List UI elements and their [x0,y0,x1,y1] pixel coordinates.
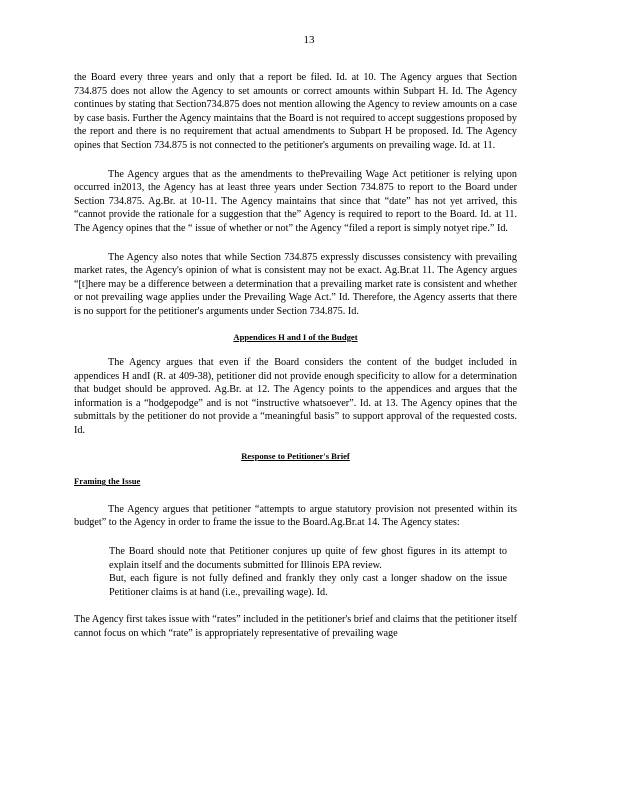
subheading-framing: Framing the Issue [74,476,141,487]
section-heading-response: Response to Petitioner's Brief [241,450,350,461]
document-body [74,71,517,656]
paragraph-rates: The Agency first takes issue with “rates” included in the petitioner's brief and claims that the petitioner itself cannot focus on which “rate” is appropriately representative of prevailing wage [74,614,517,639]
paragraph-amendments: The Agency argues that as the amendments to thePrevailing Wage Act petitioner is relying upon occurred in2013, the Agency has at least three years under Section 734.875 to report to the Board under Section 734.875. Ag.Br. at 10-11. The Agency maintains that since that “date” has not yet arrived, this “cannot provide the rationale for a suggestion that the” Agency is required to report to the Board. Id. at 11. The Agency opines that the “ issue of whether or not” the Agency “filed a report is simply notyet ripe.” Id. [74,168,517,234]
paragraph-continuation: the Board every three years and only that a report be filed. Id. at 10. The Agency argues that Section 734.875 does not allow the Agency to set amounts or correct amounts within Subpart H. Id. The Agency continues by stating that Section734.875 does not mention allowing the Agency to review amounts on a case by case basis. Further the Agency maintains that the Board is not required to accept suggestions proposed by the report and there is no requirement that actual amendments to Subpart H be proposed. Id. The Agency opines that Section 734.875 is not connected to the petitioner's arguments on prevailing wage. Id. at 11. [74,72,517,151]
block-quote [109,545,507,599]
section-heading-appendices: Appendices H and I of the Budget [233,331,358,342]
block-quote-line-a: The Board should note that Petitioner conjures up quite of few ghost figures in its attempt to explain itself and the documents submitted for Illinois EPA review. [109,546,507,571]
paragraph-framing: The Agency argues that petitioner “attempts to argue statutory provision not presented within its budget” to the Agency in order to frame the issue to the Board.Ag.Br.at 14. The Agency states: [74,503,517,529]
paragraph-market-rates: The Agency also notes that while Section 734.875 expressly discusses consistency with prevailing market rates, the Agency's opinion of what is consistent may not be exact. Ag.Br.at 11. The Agency argues “[t]here may be a difference between a determination that a prevailing market rate is consistent and whether or not prevailing wage applies under the Prevailing Wage Act.” Id. Therefore, the Agency asserts that there is no support for the petitioner's arguments under Section 734.875. Id. [74,251,517,317]
paragraph-appendices: The Agency argues that even if the Board considers the content of the budget included in appendices H andI (R. at 409-38), petitioner did not provide enough specificity to allow for a determination that budget should be approved. Ag.Br. at 12. The Agency points to the appendices and argues that the information is a “hodgepodge” and is not “instructive whatsoever”. Id. at 13. The Agency opines that the submittals by the petitioner do not provide a “meaningful basis” to support approval of the requested costs. Id. [74,357,517,437]
page-number: 13 [303,34,315,46]
block-quote-line-b: But, each figure is not fully defined and frankly they only cast a longer shadow on the issue Petitioner claims is at hand (i.e., prevailing wage). Id. [109,573,507,598]
